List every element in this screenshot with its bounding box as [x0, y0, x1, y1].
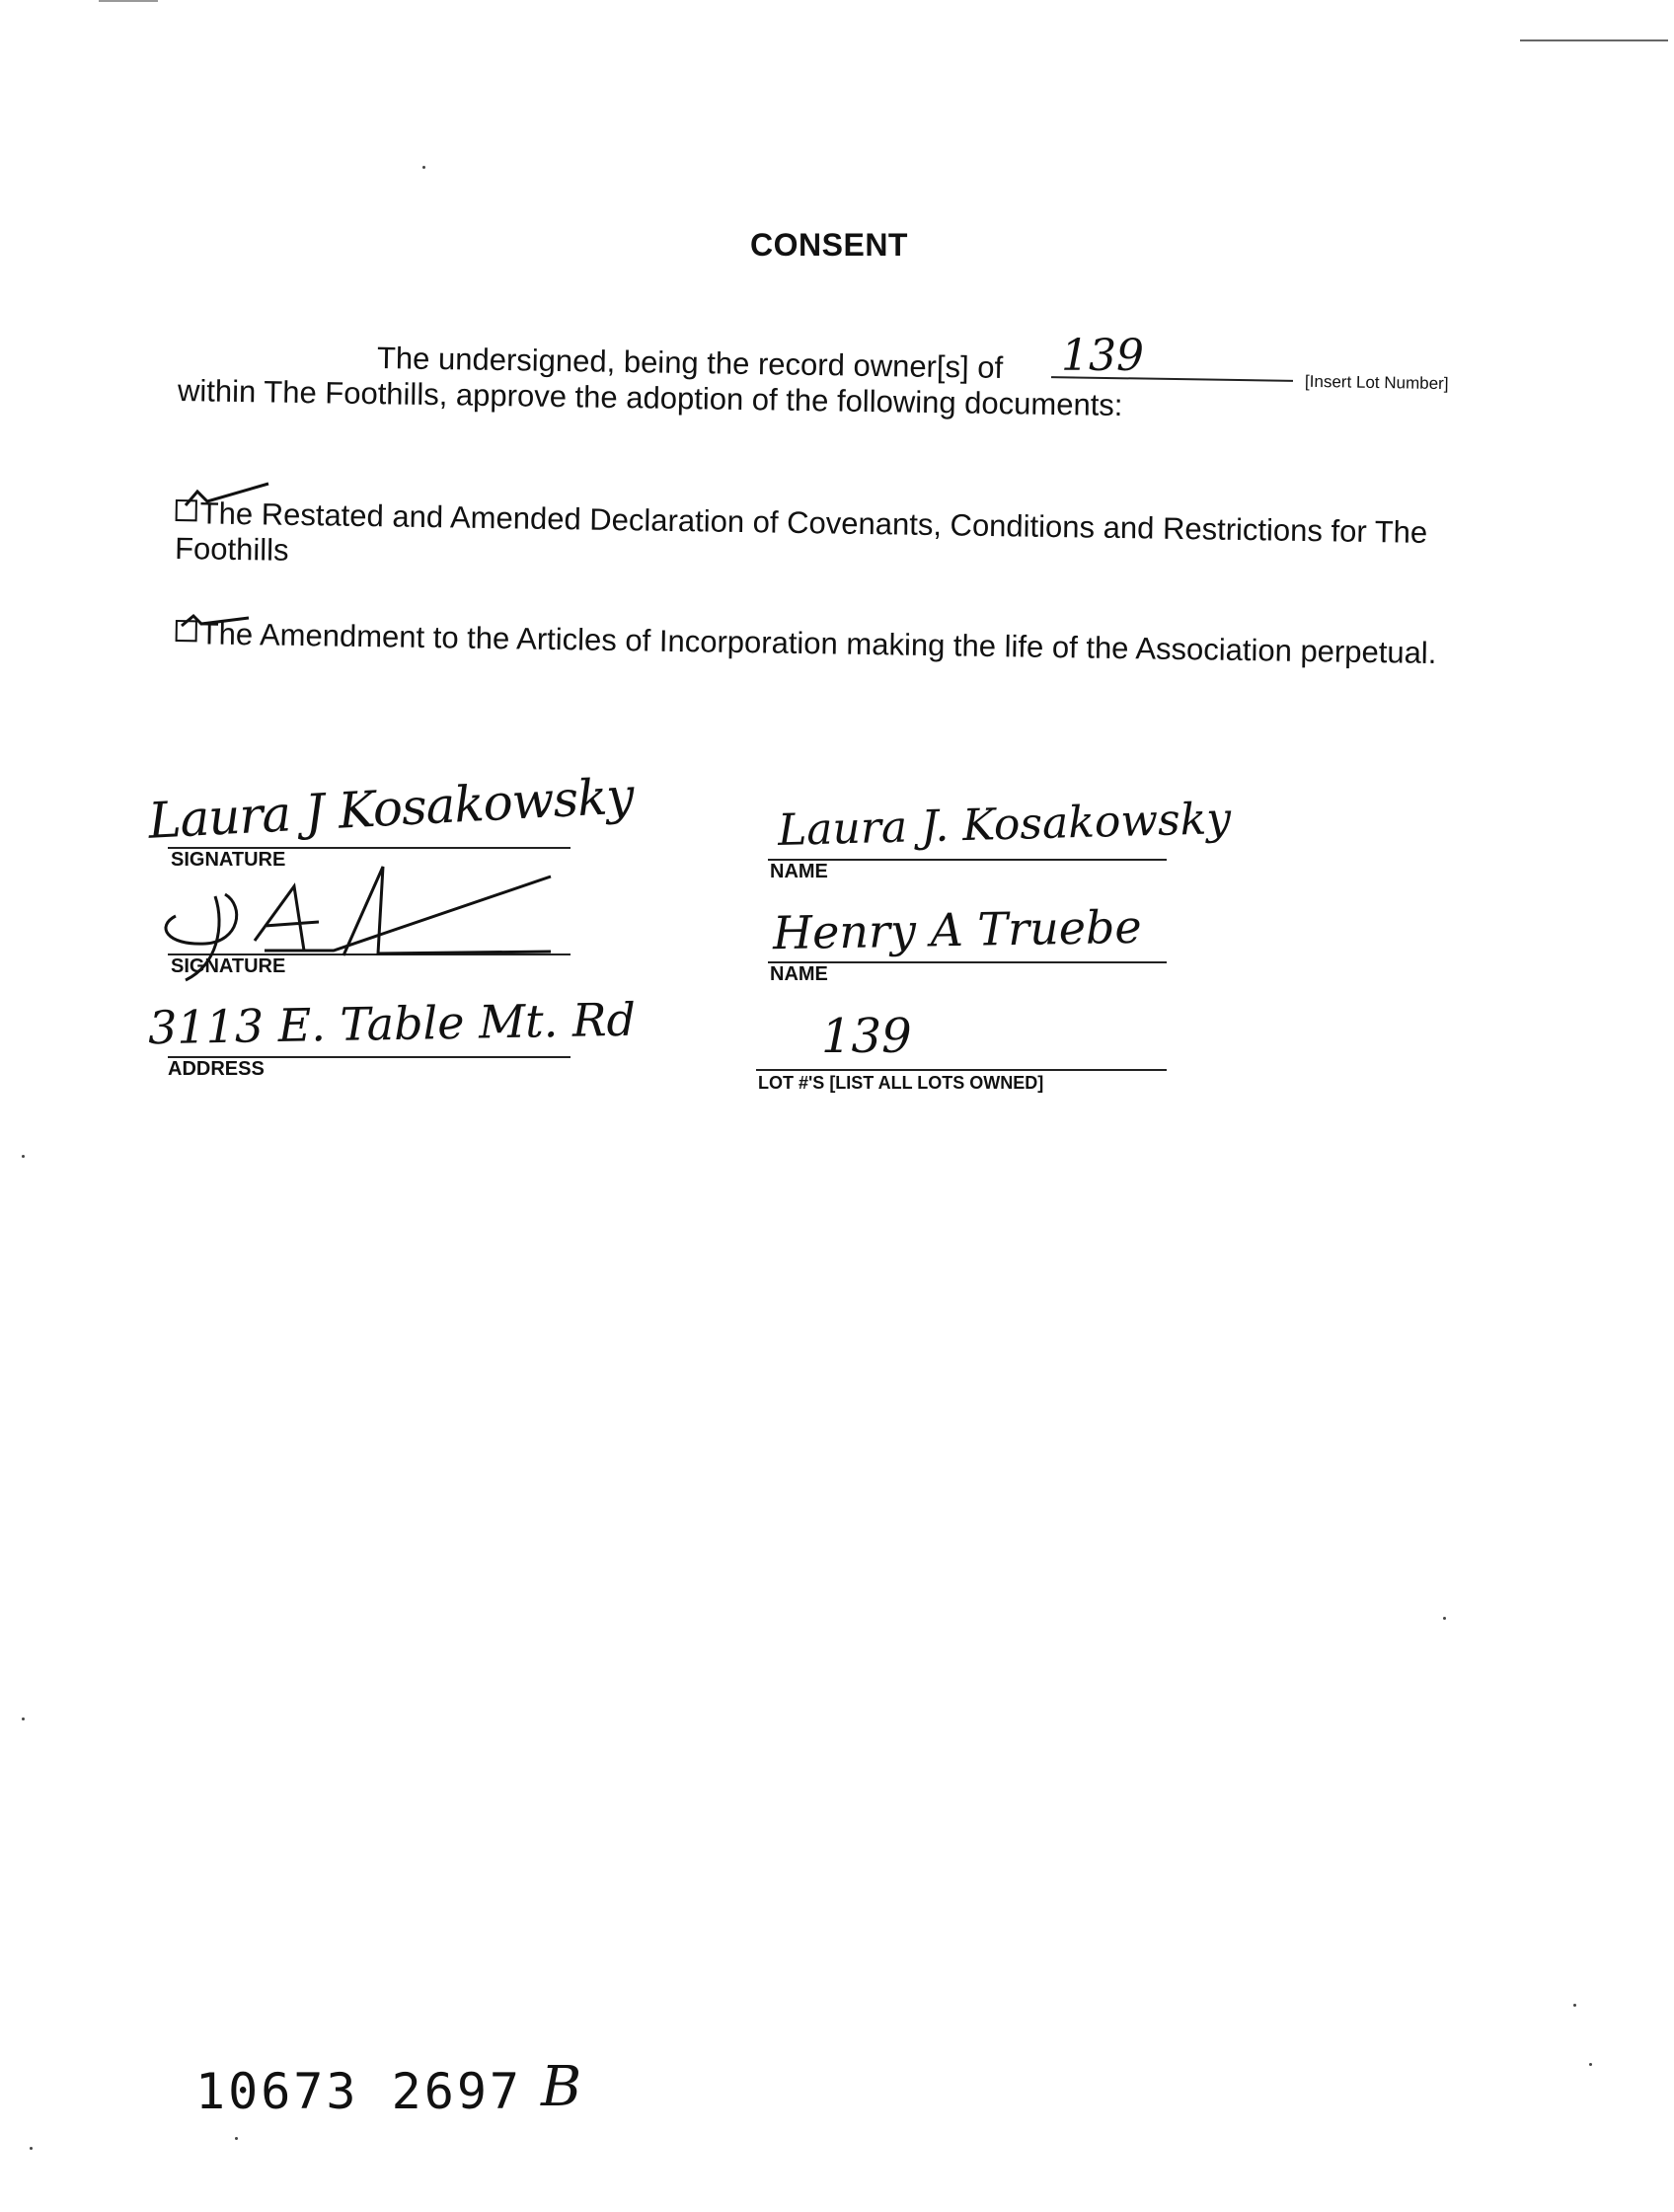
- scan-speck: [235, 2137, 238, 2140]
- lots-label: [758, 1073, 1043, 1094]
- name-label-2: NAME: [770, 963, 828, 985]
- scan-mark: [1520, 39, 1668, 41]
- insert-lot-number-note: [Insert Lot Number]: [1304, 371, 1449, 394]
- check-mark-icon: [180, 608, 259, 638]
- signature-2-scribble: [146, 857, 561, 985]
- lots-handwritten: 139: [821, 1009, 912, 1064]
- lots-label-note: [LIST ALL LOTS OWNED]: [829, 1073, 1044, 1093]
- scan-speck: [422, 166, 425, 169]
- document-title: CONSENT: [750, 227, 908, 263]
- scan-speck: [1573, 2004, 1576, 2007]
- consent-item-declaration: [175, 496, 1479, 587]
- scan-mark: [99, 0, 158, 2]
- lots-label-main: LOT #'S: [758, 1073, 825, 1093]
- document-stamp-letter: B: [541, 2055, 582, 2119]
- consent-item-text: The Restated and Amended Declaration of Covenants, Conditions and Restrictions for The Foothills: [174, 496, 1428, 568]
- intro-text-line-2: within The Foothills, approve the adoption of the following documents:: [177, 373, 1123, 423]
- intro-text-line-1: The undersigned, being the record owner[s] of: [376, 341, 1004, 385]
- scan-speck: [1589, 2063, 1592, 2066]
- scan-speck: [30, 2147, 33, 2150]
- name-1-handwritten: Laura J. Kosakowsky: [777, 793, 1232, 857]
- lots-line[interactable]: [756, 1069, 1167, 1071]
- name-label-1: NAME: [770, 861, 828, 882]
- check-mark-icon: [184, 480, 272, 519]
- scan-speck: [1443, 1617, 1446, 1620]
- scan-speck: [22, 1155, 25, 1158]
- lot-number-handwritten: 139: [1061, 331, 1144, 381]
- signature-label-1: SIGNATURE: [171, 849, 286, 871]
- consent-item-text: The Amendment to the Articles of Incorporation making the life of the Association perpetual.: [199, 616, 1437, 671]
- signature-1-handwritten: Laura J Kosakowsky: [146, 767, 635, 850]
- address-label: ADDRESS: [168, 1058, 265, 1080]
- scan-speck: [22, 1717, 25, 1720]
- signature-label-2: SIGNATURE: [171, 955, 286, 977]
- document-stamp-number: 10673 2697: [195, 2063, 523, 2120]
- consent-item-amendment: [175, 616, 1478, 672]
- name-2-handwritten: Henry A Truebe: [772, 899, 1143, 960]
- address-handwritten: 3113 E. Table Mt. Rd: [147, 992, 637, 1055]
